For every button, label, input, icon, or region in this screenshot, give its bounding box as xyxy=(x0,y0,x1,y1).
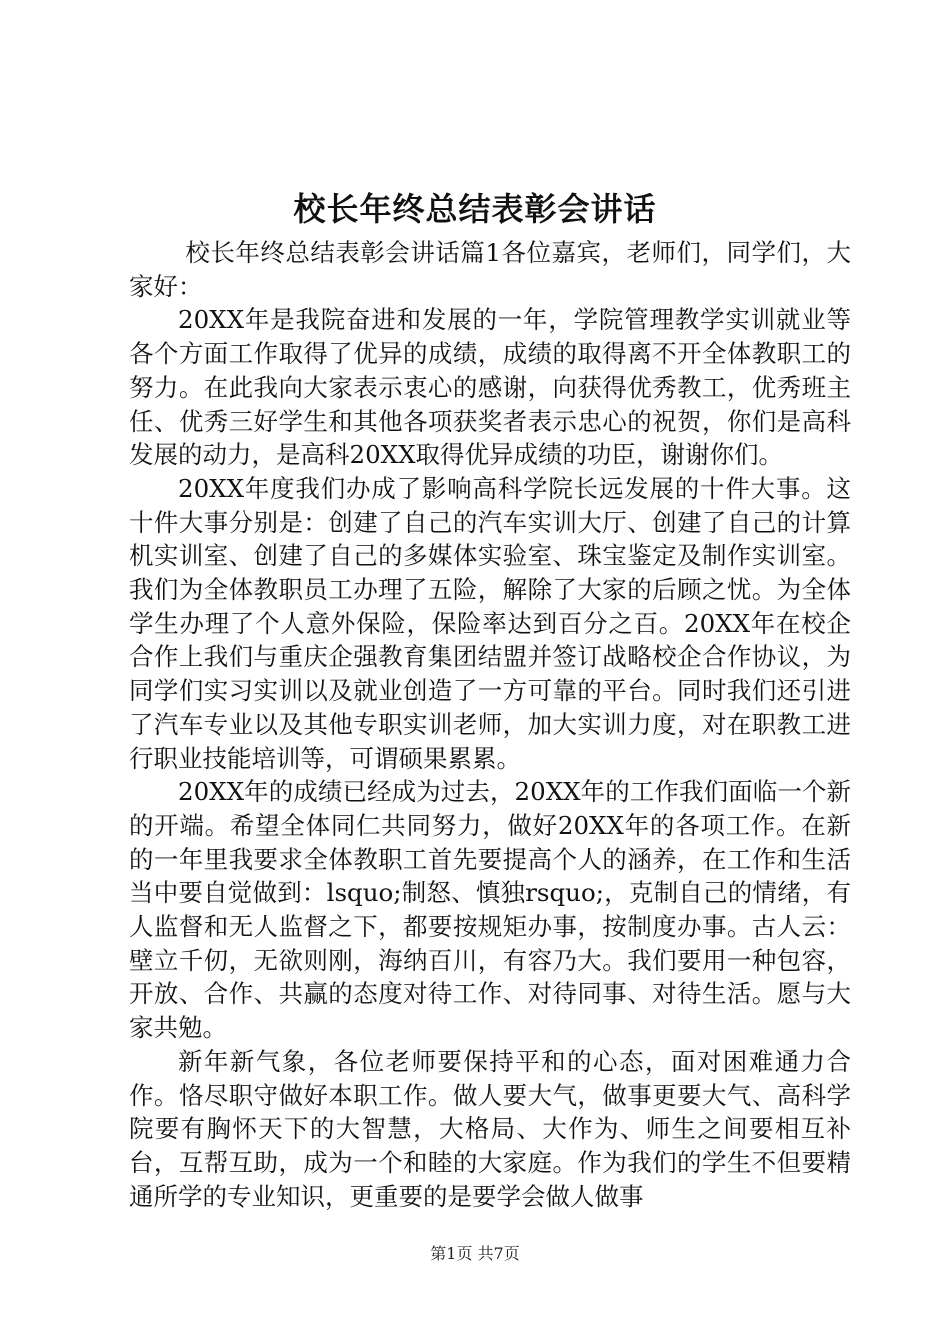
paragraph-new-atmosphere: 新年新气象，各位老师要保持平和的心态，面对困难通力合作。恪尽职守做好本职工作。做人要大气，做事更要大气、高科学院要有胸怀天下的大智慧，大格局、大作为、师生之间要相互补台，互帮互助，成为一个和睦的大家庭。作为我们的学生不但要精通所学的专业知识，更重要的是要学会做人做事 xyxy=(129,1046,851,1211)
page-footer: 第1页 共7页 xyxy=(430,1244,520,1263)
paragraph-ten-events: 20XX年度我们办成了影响高科学院长远发展的十件大事。这十件大事分别是：创建了自己的汽车实训大厅、创建了自己的计算机实训室、创建了自己的多媒体实验室、珠宝鉴定及制作实训室。我们为全体教职员工办理了五险，解除了大家的后顾之忧。为全体学生办理了个人意外保险，保险率达到百分之百。20XX年在校企合作上我们与重庆企强教育集团结盟并签订战略校企合作协议，为同学们实习实训以及就业创造了一方可靠的平台。同时我们还引进了汽车专业以及其他专职实训老师，加大实训力度，对在职教工进行职业技能培训等，可谓硕果累累。 xyxy=(129,473,851,773)
document-body xyxy=(129,236,851,1213)
paragraph-achievements: 20XX年是我院奋进和发展的一年，学院管理教学实训就业等各个方面工作取得了优异的成绩，成绩的取得离不开全体教职工的努力。在此我向大家表示衷心的感谢，向获得优秀教工，优秀班主任、优秀三好学生和其他各项获奖者表示忠心的祝贺，你们是高科发展的动力，是高科20XX取得优异成绩的功臣，谢谢你们。 xyxy=(129,305,851,470)
paragraph-greeting: 校长年终总结表彰会讲话篇1各位嘉宾，老师们，同学们，大家好： xyxy=(129,238,851,301)
document-title: 校长年终总结表彰会讲话 xyxy=(293,190,657,228)
paragraph-new-year-requirements: 20XX年的成绩已经成为过去，20XX年的工作我们面临一个新的开端。希望全体同仁共同努力，做好20XX年的各项工作。在新的一年里我要求全体教职工首先要提高个人的涵养，在工作和生活当中要自觉做到：lsquo;制怒、慎独rsquo;，克制自己的情绪，有人监督和无人监督之下，都要按规矩办事，按制度办事。古人云：壁立千仞，无欲则刚，海纳百川，有容乃大。我们要用一种包容，开放、合作、共赢的态度对待工作、对待同事、对待生活。愿与大家共勉。 xyxy=(129,777,851,1043)
